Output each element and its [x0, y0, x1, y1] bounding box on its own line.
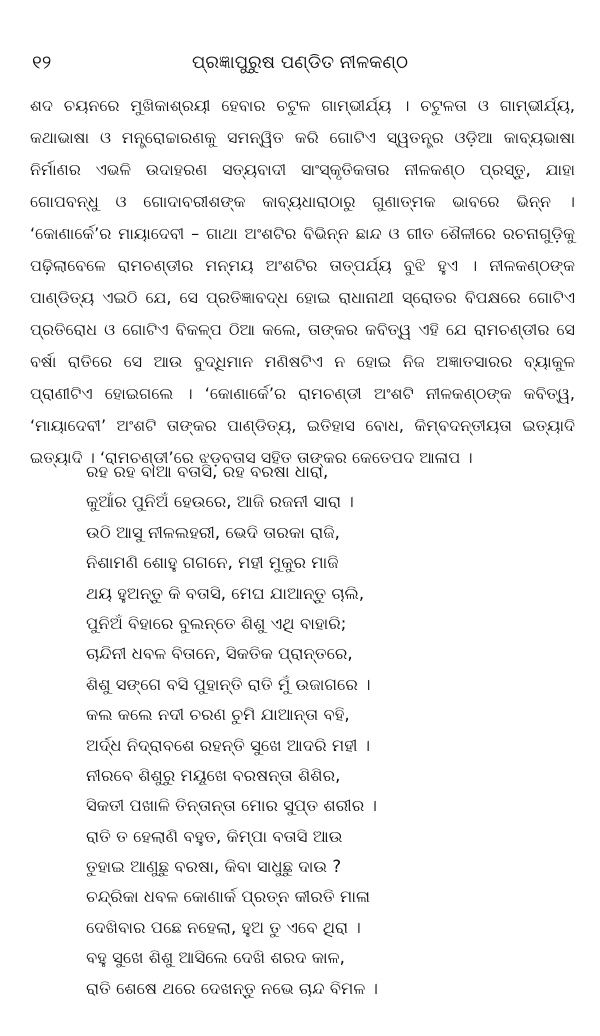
verse-line: ଅର୍ଦ୍ଧ ନିଦ୍ରାବଶେ ରହନ୍ତି ସୁଖେ ଆଦରି ମହୀ । — [86, 735, 371, 755]
verse-line: ବହୁ ସୁଖେ ଶିଶୁ ଆସିଲେ ଦେଖି ଶରଦ କାଳ, — [86, 948, 345, 968]
running-title: ପ୍ରଜ୍ଞାପୁରୁଷ ପଣ୍ଡିତ ନୀଳକଣ୍ଠ — [191, 52, 409, 73]
page-header — [30, 52, 570, 82]
verse-line: ଉଠି ଆସୁ ନୀଳଲହରୀ, ଭେଦି ତାରକା ରାଜି, — [86, 522, 340, 542]
verse-line: ରହ ରହ ବାଆ ବତାସି, ରହ ବରଷା ଧାରା, — [86, 462, 329, 481]
verse-line: ନୀରବେ ଶିଶୁରୁ ମୟୂଖେ ବରଷନ୍ତା ଶିଶିର, — [86, 765, 341, 785]
verse-line: ତୁହାଇ ଆଣୁଛୁ ବରଷା, କିବା ସାଧୁଛୁ ଦାଉ ? — [86, 857, 342, 877]
verse-line: ରାତି ଶେଷେ ଥରେ ଦେଖନ୍ତୁ ନଭେ ଚାନ୍ଦ ବିମଳ । — [86, 978, 378, 998]
verse-line: ଥୟ ହୁଅନ୍ତୁ କି ବତାସି, ମେଘ ଯାଆନ୍ତୁ ଚାଲି, — [86, 583, 365, 603]
verse-line: ଶିଶୁ ସଙ୍ଗେ ବସି ପୁହାନ୍ତି ରାତି ମୁଁ ଉଜାଗରେ । — [86, 674, 371, 694]
verse-line: ଚାନ୍ଦିନୀ ଧବଳ ବିତାନେ, ସିକତିକ ପ୍ରାନ୍ତରେ, — [86, 644, 353, 664]
verse-line: କଲ କଲେ ନଦୀ ଚରଣ ଚୁମି ଯାଆନ୍ତା ବହି, — [86, 705, 350, 725]
verse-line: ଦେଖିବାର ପଛେ ନହେଲା, ହୁଅ ତୁ ଏବେ ଥିରା । — [86, 917, 361, 937]
body-paragraph: ଶଦ ଚୟନରେ ମୁଖିକାଶ୍ରୟୀ ହେବାର ଚଟୁଳ ଗାମ୍ଭୀର୍ଯ୍ୟ । ଚଟୁଳତା ଓ ଗାମ୍ଭୀର୍ଯ୍ୟ, କଥାଭାଷା ଓ ମନ୍ତ୍ରୋଚ୍ଚାରଣକୁ ସମନ୍ୱିତ କରି ଗୋଟିଏ ସ୍ୱତନ୍ତ୍ର ଓଡ଼ିଆ କାବ୍ୟଭାଷା ନିର୍ମାଣର ଏଭଳି ଉଦାହରଣ ସତ୍ୟବାଦୀ ସାଂସ୍କୃତିକତାର ନୀଳକଣ୍ଠ ପ୍ରସ୍ତୁ, ଯାହା ଗୋପବନ୍ଧୁ ଓ ଗୋଦାବରୀଶଙ୍କ କାବ୍ୟଧାରାଠାରୁ ଗୁଣାତ୍ମକ ଭାବରେ ଭିନ୍ନ । ‘କୋଣାର୍କେ’ର ମାୟାଦେବୀ – ଗାଥା ଅଂଶଟିର ବିଭିନ୍ନ ଛାନ୍ଦ ଓ ଗୀତ ଶୈଳୀରେ ରଚନାଗୁଡ଼ିକୁ ପଢ଼ିଲାବେଳେ ରାମଚଣ୍ଡୀର ମନ୍ମୟ ଅଂଶଟିର ତାତ୍ପର୍ଯ୍ୟ ବୁଝି ହୁଏ । ନୀଳକଣ୍ଠଙ୍କ ପାଣ୍ଡିତ୍ୟ ଏଇଠି ଯେ, ସେ ପ୍ରତିଜ୍ଞାବଦ୍ଧ ହୋଇ ରାଧାନାଥୀ ସ୍ରୋତର ବିପକ୍ଷରେ ଗୋଟିଏ ପ୍ରତିରୋଧ ଓ ଗୋଟିଏ ବିକଳ୍ପ ଠିଆ କଲେ, ତାଙ୍କର କବିତ୍ୱ ଏହି ଯେ ରାମଚଣ୍ଡୀର ସେ ବର୍ଷା ରାତିରେ ସେ ଆଉ ବୁଦ୍ଧିମାନ ମଣିଷଟିଏ ନ ହୋଇ ନିଜ ଅଜ୍ଞାତସାରର ବ୍ୟାକୁଳ ପ୍ରାଣୀଟିଏ ହୋଇଗଲେ । ‘କୋଣାର୍କେ’ର ରାମଚଣ୍ଡୀ ଅଂଶଟି ନୀଳକଣ୍ଠଙ୍କ କବିତ୍ୱ, ‘ମାୟାଦେବୀ’ ଅଂଶଟି ତାଙ୍କର ପାଣ୍ଡିତ୍ୟ, ଇତିହାସ ବୋଧ, କିମ୍ବଦନ୍ତୀୟତା ଇତ୍ୟାଦି ଇତ୍ୟାଦି । ‘ରାମଚଣ୍ଡୀ’ରେ ଝଡ଼ବତାସ ସହିତ ତାଙ୍କର କେତେପଦ ଆଳାପ । — [30, 96, 575, 467]
poem-verse — [86, 457, 586, 1004]
verse-line: ସିକତୀ ପଖାଳି ତିନ୍ତାନ୍ତା ମୋର ସୁପ୍ତ ଶରୀର । — [86, 796, 377, 816]
verse-line: ପୁନିଅଁ ବିହାରେ ବୁଲନ୍ତେ ଶିଶୁ ଏଥି ବାହାରି; — [86, 613, 347, 633]
verse-line: ନିଶାମଣି ଶୋହୁ ଗଗନେ, ମହୀ ମୁକୁର ମାଜି — [86, 553, 339, 573]
verse-line: କୁଆଁର ପୁନିଅଁ ହେଉରେ, ଆଜି ରଜନୀ ସାରା । — [86, 492, 354, 512]
page-number: ୧୨ — [32, 52, 52, 74]
verse-line: ରାତି ତ ହେଲାଣି ବହୁତ, କିମ୍ପା ବତାସି ଆଉ — [86, 826, 343, 846]
verse-line: ଚନ୍ଦ୍ରିକା ଧବଳ କୋଣାର୍କ ପ୍ରତ୍ନ କୀରତି ମାଳା — [86, 887, 371, 907]
